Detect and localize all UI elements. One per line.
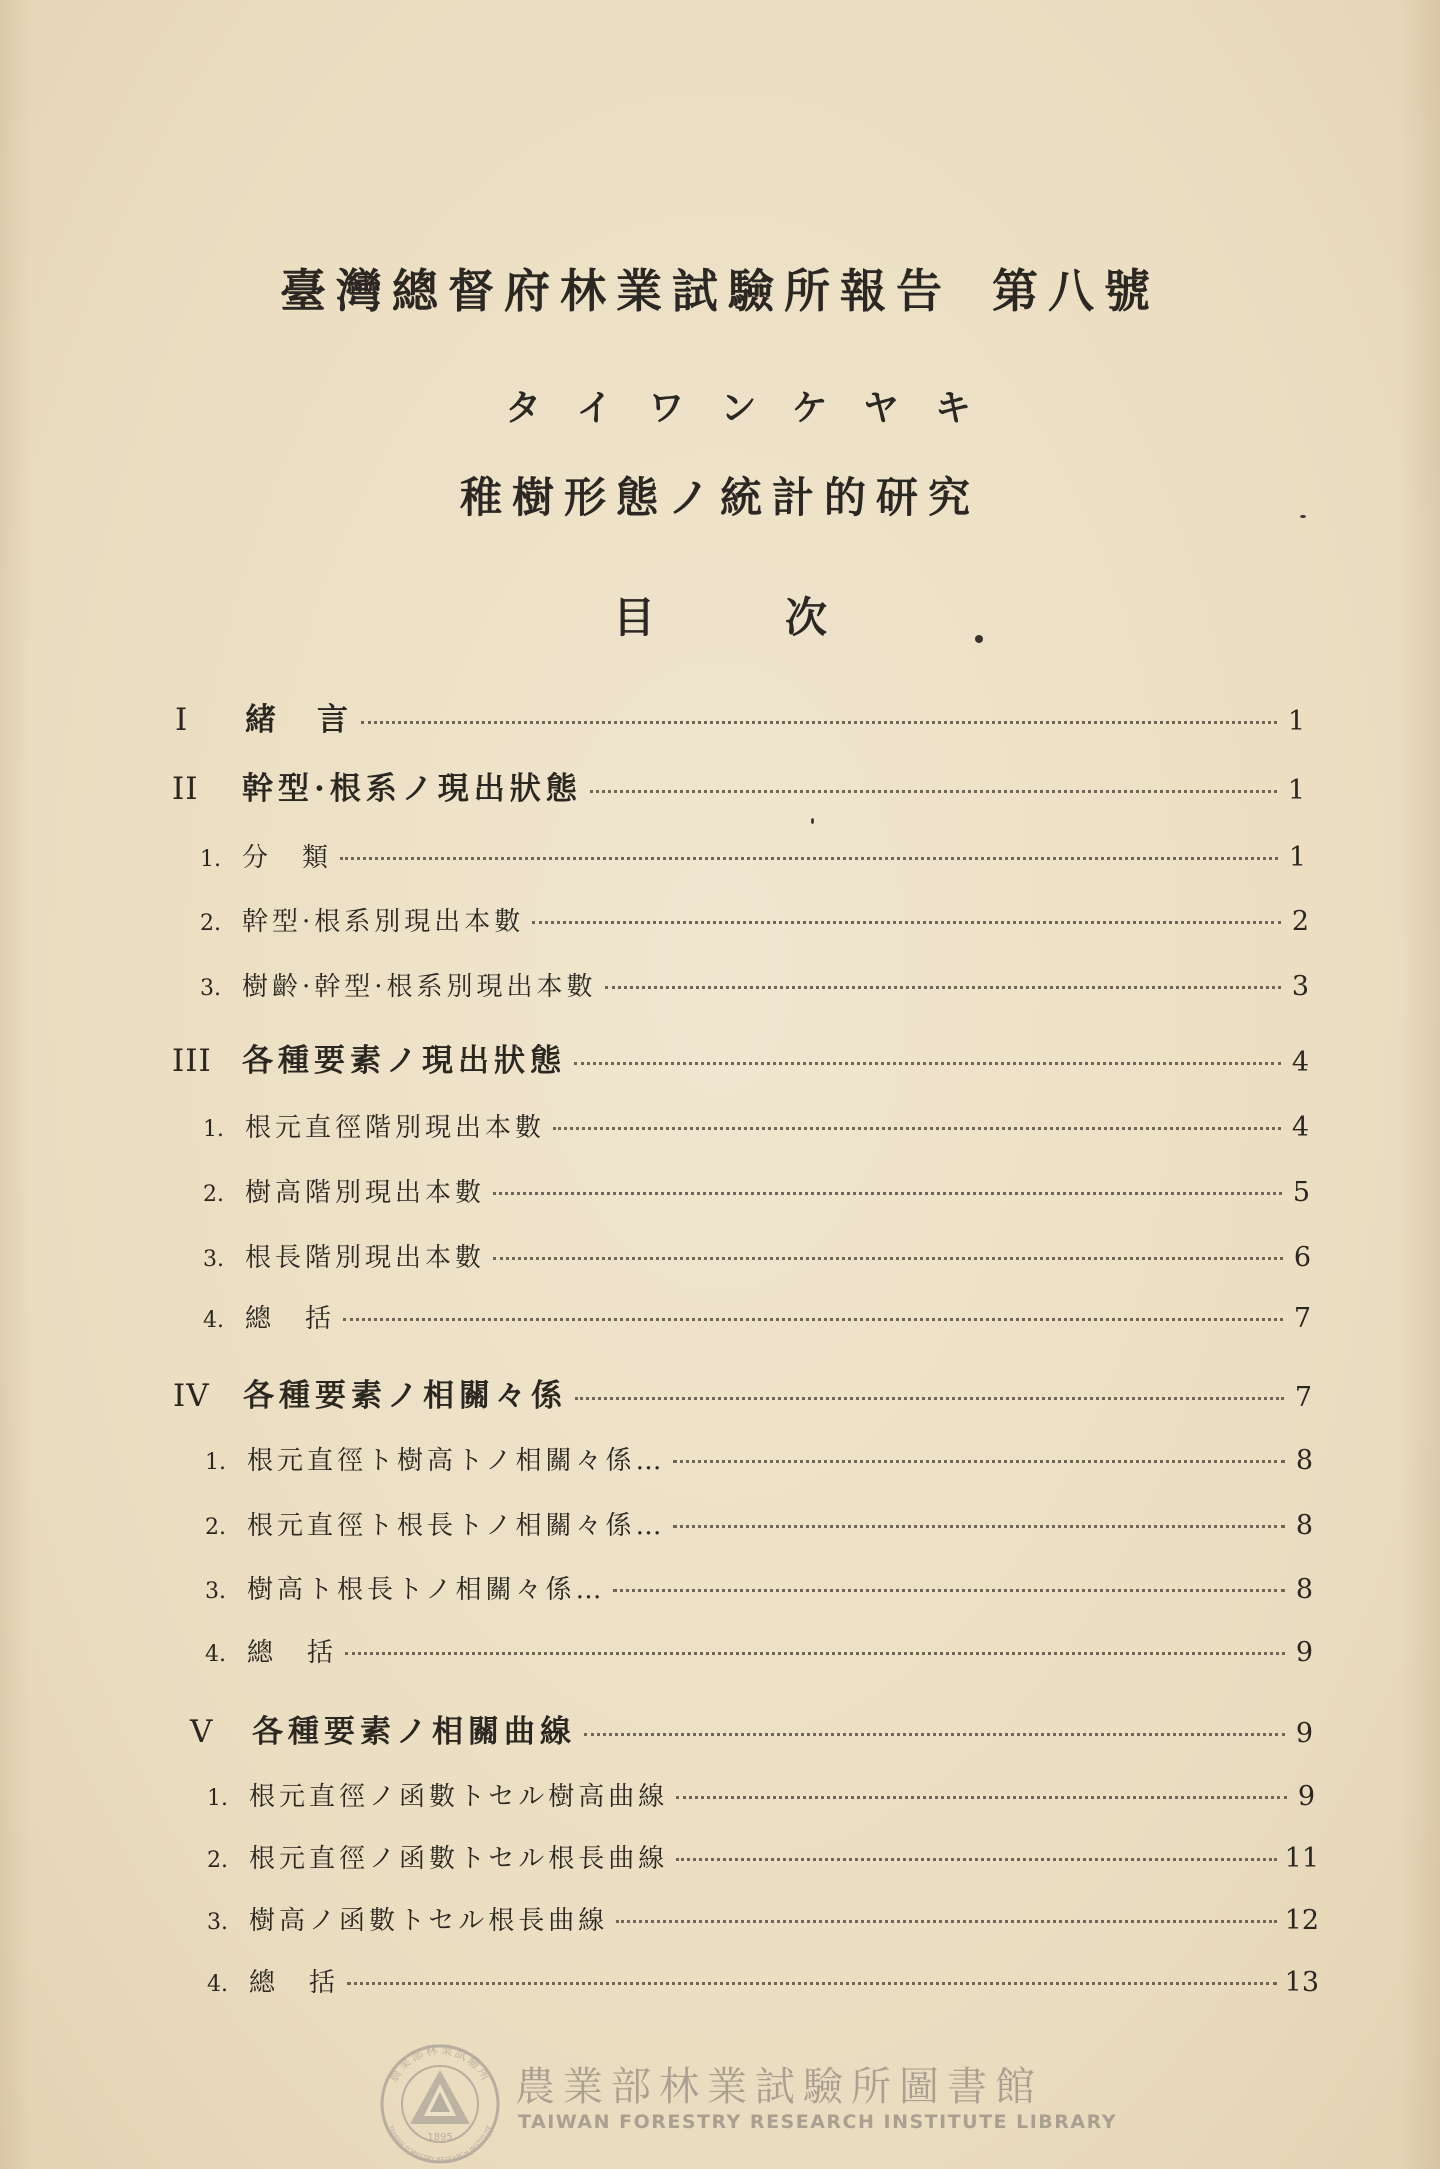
toc-entry-label: 幹型·根系ノ現出狀態 — [242, 771, 582, 807]
toc-entry-page: 3 — [1291, 971, 1309, 1002]
toc-entry-label: 各種要素ノ現出狀態 — [242, 1043, 566, 1079]
toc-entry-label: 根元直徑ト根長トノ相關々係… — [247, 1511, 666, 1541]
toc-entry-number: 4. — [203, 1308, 224, 1333]
toc-entry-page: 8 — [1295, 1574, 1313, 1605]
toc-entry-number: 1. — [207, 1786, 228, 1811]
toc-entry-number: IV — [173, 1378, 210, 1414]
toc-entry-page: 13 — [1284, 1967, 1319, 1998]
toc-entry-label: 根長階別現出本數 — [245, 1243, 486, 1273]
toc-entry-number: 3. — [203, 1247, 224, 1272]
dot-leader — [347, 1982, 1277, 1985]
toc-entry-chapter-4[interactable] — [173, 1370, 1312, 1414]
toc-entry-number: 4. — [207, 1972, 228, 1997]
toc-entry-chapter-1[interactable] — [175, 694, 1305, 738]
toc-entry-number: 1. — [203, 1117, 224, 1142]
toc-entry-3-1[interactable] — [203, 1107, 1309, 1147]
toc-entry-number: V — [190, 1714, 214, 1750]
toc-entry-number: I — [175, 702, 189, 738]
toc-entry-3-2[interactable] — [203, 1172, 1310, 1212]
toc-entry-number: 2. — [207, 1848, 228, 1873]
toc-entry-page: 6 — [1293, 1242, 1311, 1273]
toc-entry-4-2[interactable] — [205, 1505, 1313, 1545]
dot-leader — [676, 1796, 1287, 1799]
dot-leader — [340, 857, 1278, 860]
toc-entry-label: 幹型·根系別現出本數 — [242, 907, 525, 937]
dot-leader — [605, 986, 1281, 989]
paper-subtitle: 稚樹形態ノ統計的研究 — [459, 473, 980, 522]
paper-speck — [975, 635, 983, 643]
toc-heading-char-1: 目 — [612, 593, 655, 642]
toc-entry-page: 9 — [1295, 1718, 1313, 1749]
toc-entry-5-4[interactable] — [207, 1962, 1319, 2002]
dot-leader — [613, 1589, 1285, 1592]
paper-speck — [811, 818, 814, 824]
toc-entry-4-1[interactable] — [205, 1440, 1313, 1480]
toc-entry-number: 3. — [207, 1910, 228, 1935]
dot-leader — [616, 1920, 1276, 1923]
toc-entry-number: 3. — [205, 1579, 226, 1604]
report-title-text: 臺灣總督府林業試驗所報告 — [280, 264, 952, 318]
toc-entry-number: 4. — [205, 1642, 226, 1667]
toc-entry-page: 5 — [1292, 1177, 1310, 1208]
toc-entry-label: 根元直徑ノ函數トセル樹高曲線 — [249, 1782, 669, 1812]
toc-entry-label: 總 括 — [247, 1638, 338, 1668]
library-name-en: TAIWAN FORESTRY RESEARCH INSTITUTE LIBRARY — [518, 2111, 1117, 2133]
toc-entry-number: 2. — [200, 911, 221, 936]
toc-entry-number: 1. — [205, 1450, 226, 1475]
toc-entry-label: 根元直徑階別現出本數 — [245, 1113, 546, 1143]
toc-entry-label: 根元直徑ト樹高トノ相關々係… — [247, 1446, 666, 1476]
toc-entry-label: 總 括 — [245, 1304, 336, 1334]
seal-text-zh: 農業部林業試驗所 — [385, 2042, 495, 2085]
toc-entry-label: 緒 言 — [245, 702, 353, 738]
toc-entry-5-3[interactable] — [207, 1900, 1319, 1940]
toc-entry-2-1[interactable] — [200, 837, 1306, 877]
toc-entry-page: 9 — [1295, 1637, 1313, 1668]
toc-entry-number: 3. — [200, 976, 221, 1001]
toc-entry-label: 樹高ト根長トノ相關々係… — [247, 1575, 606, 1605]
toc-entry-label: 根元直徑ノ函數トセル根長曲線 — [249, 1844, 669, 1874]
toc-entry-label: 樹高階別現出本數 — [245, 1178, 486, 1208]
toc-entry-page: 7 — [1294, 1382, 1312, 1413]
toc-entry-page: 8 — [1295, 1445, 1313, 1476]
dot-leader — [493, 1257, 1283, 1260]
dot-leader — [590, 790, 1277, 793]
dot-leader — [553, 1127, 1281, 1130]
toc-entry-chapter-3[interactable] — [172, 1035, 1309, 1079]
toc-entry-label: 各種要素ノ相關々係 — [243, 1378, 567, 1414]
dot-leader — [345, 1652, 1285, 1655]
toc-entry-page: 8 — [1295, 1510, 1313, 1541]
dot-leader — [584, 1733, 1285, 1736]
library-name-zh: 農業部林業試驗所圖書館 — [515, 2064, 1043, 2110]
toc-entry-4-4[interactable] — [205, 1632, 1313, 1672]
dot-leader — [343, 1318, 1283, 1321]
toc-heading-char-2: 次 — [785, 593, 828, 642]
toc-entry-label: 總 括 — [249, 1968, 340, 1998]
toc-entry-page: 9 — [1297, 1781, 1315, 1812]
svg-text:TAIWAN FORESTRY RESEARCH INSTI — [386, 2123, 494, 2164]
toc-entry-chapter-2[interactable] — [172, 763, 1305, 807]
paper-speck — [1300, 515, 1306, 518]
toc-entry-2-2[interactable] — [200, 901, 1309, 941]
toc-entry-label: 分 類 — [242, 843, 333, 873]
toc-entry-page: 1 — [1287, 775, 1305, 806]
dot-leader — [493, 1192, 1282, 1195]
toc-entry-3-4[interactable] — [203, 1298, 1311, 1338]
toc-entry-page: 12 — [1284, 1905, 1319, 1936]
toc-entry-number: II — [172, 771, 199, 807]
toc-entry-label: 各種要素ノ相關曲線 — [252, 1714, 576, 1750]
dot-leader — [574, 1062, 1281, 1065]
dot-leader — [673, 1525, 1285, 1528]
dot-leader — [361, 721, 1277, 724]
dot-leader — [575, 1397, 1284, 1400]
toc-entry-label: 樹齡·幹型·根系別現出本數 — [242, 972, 597, 1002]
seal-year: 1895 — [427, 2132, 453, 2143]
dot-leader — [532, 921, 1281, 924]
toc-entry-number: 2. — [205, 1515, 226, 1540]
library-seal-icon — [370, 2040, 510, 2165]
report-number: 第八號 — [992, 264, 1160, 318]
dot-leader — [676, 1858, 1276, 1861]
toc-entry-5-2[interactable] — [207, 1838, 1319, 1878]
toc-entry-label: 樹高ノ函數トセル根長曲線 — [249, 1906, 609, 1936]
toc-entry-page: 2 — [1291, 906, 1309, 937]
toc-entry-page: 7 — [1293, 1303, 1311, 1334]
toc-entry-number: 2. — [203, 1182, 224, 1207]
toc-entry-number: 1. — [200, 847, 221, 872]
species-name: タイワンケヤキ — [505, 387, 1007, 429]
toc-entry-page: 4 — [1291, 1112, 1309, 1143]
toc-entry-page: 1 — [1288, 842, 1306, 873]
toc-entry-2-3[interactable] — [200, 966, 1309, 1006]
toc-entry-number: III — [172, 1043, 212, 1079]
toc-entry-4-3[interactable] — [205, 1569, 1313, 1609]
toc-entry-5-1[interactable] — [207, 1776, 1315, 1816]
dot-leader — [673, 1460, 1285, 1463]
toc-entry-chapter-5[interactable] — [190, 1706, 1313, 1750]
toc-entry-page: 4 — [1291, 1047, 1309, 1078]
seal-text-en: TAIWAN FORESTRY RESEARCH INSTITUTE — [385, 2124, 495, 2165]
toc-entry-3-3[interactable] — [203, 1237, 1311, 1277]
toc-entry-page: 11 — [1284, 1843, 1319, 1874]
toc-entry-page: 1 — [1287, 706, 1305, 737]
